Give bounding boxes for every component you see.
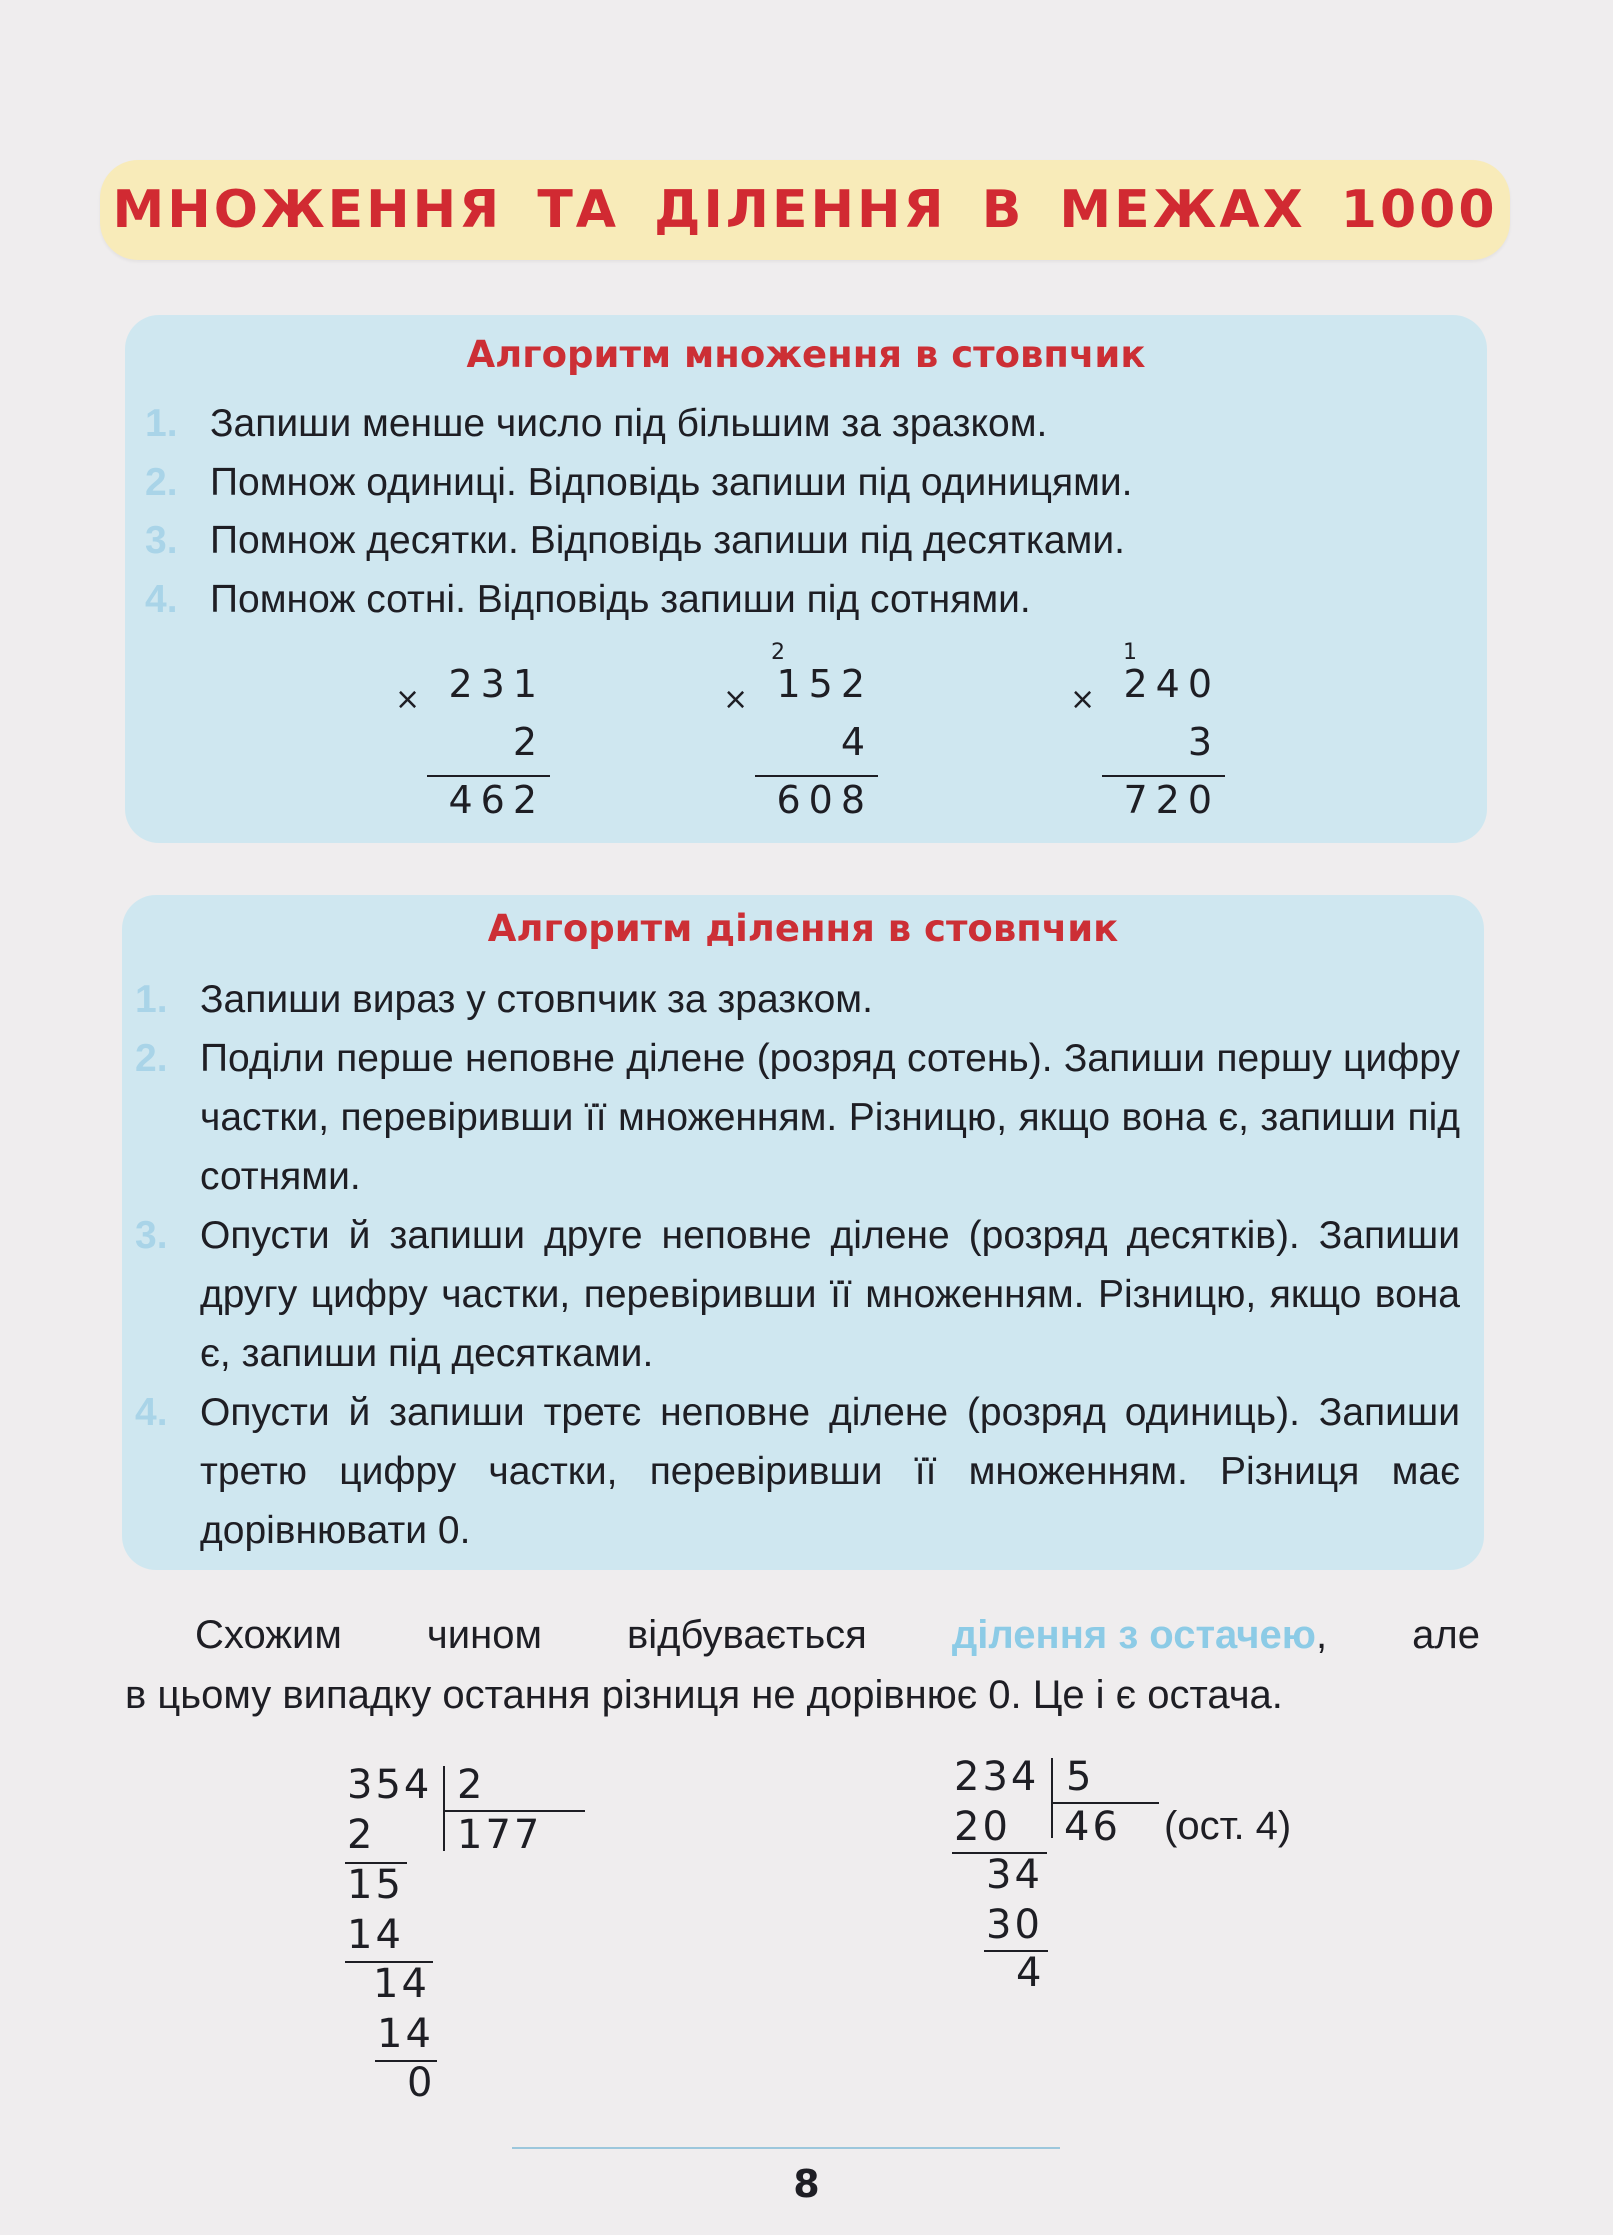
page-title: МНОЖЕННЯ ТА ДІЛЕННЯ В МЕЖАХ 1000	[112, 180, 1498, 240]
second-factor: 3	[1187, 720, 1212, 764]
division-row: 34	[986, 1852, 1043, 1898]
multiply-sign: ×	[395, 682, 421, 717]
step-text: Запиши менше число під більшим за зразком.	[210, 402, 1048, 445]
list-item	[145, 512, 1465, 571]
division-row: 14	[377, 2011, 434, 2057]
footer-divider	[512, 2147, 1060, 2149]
division-row: 15	[347, 1862, 404, 1908]
division-heading: Алгоритм ділення в стовпчик	[487, 907, 1119, 950]
division-algorithm-panel	[122, 895, 1484, 1570]
quotient: 46	[1064, 1804, 1121, 1850]
dividend: 234	[954, 1754, 1040, 1800]
result-line	[427, 775, 550, 777]
step-text: Помнож десятки. Відповідь запиши під десятками.	[210, 519, 1125, 562]
step-text: Запиши вираз у стовпчик за зразком.	[200, 978, 873, 1021]
divisor: 5	[1066, 1754, 1095, 1800]
multiply-sign: ×	[723, 682, 749, 717]
division-example-2	[952, 1752, 1322, 2012]
division-row: 4	[1016, 1950, 1045, 1996]
step-number: 1.	[135, 978, 168, 1021]
multiplication-steps	[145, 395, 1465, 629]
list-item	[135, 1383, 1460, 1560]
step-number: 4.	[145, 577, 178, 621]
result-line	[755, 775, 878, 777]
product: 720	[1123, 778, 1220, 822]
paragraph-line-2: в цьому випадку остання різниця не дорівнює 0. Це і є остача.	[125, 1673, 1283, 1717]
product: 462	[448, 778, 545, 822]
division-row: 20	[954, 1804, 1011, 1850]
paragraph-line-1	[125, 1605, 1480, 1665]
step-number: 3.	[145, 519, 178, 562]
word: відбувається	[627, 1613, 867, 1657]
division-vertical-line	[1051, 1758, 1053, 1838]
division-row: 30	[986, 1902, 1043, 1948]
second-factor: 4	[840, 720, 865, 764]
division-steps	[135, 970, 1460, 1560]
quotient: 177	[457, 1812, 543, 1858]
multiplication-heading: Алгоритм множення в стовпчик	[466, 333, 1146, 376]
multiplication-example-1	[395, 640, 545, 830]
remainder-paragraph	[125, 1605, 1480, 1725]
result-line	[1102, 775, 1225, 777]
list-item	[145, 454, 1465, 513]
first-factor: 152	[776, 662, 873, 706]
step-number: 2.	[145, 460, 178, 504]
division-example-1	[345, 1760, 605, 2120]
list-item	[135, 1029, 1460, 1206]
step-number: 2.	[135, 1037, 168, 1080]
division-row: 2	[347, 1812, 376, 1858]
carry-digit: 2	[771, 640, 785, 665]
first-factor: 240	[1123, 662, 1220, 706]
multiply-sign: ×	[1070, 682, 1096, 717]
word: чином	[426, 1613, 542, 1657]
division-vertical-line	[443, 1766, 445, 1851]
first-factor: 231	[448, 662, 545, 706]
list-item	[145, 395, 1465, 454]
product: 608	[776, 778, 873, 822]
comma: ,	[1315, 1613, 1328, 1657]
step-text: Помнож сотні. Відповідь запиши під сотнями.	[210, 577, 1031, 621]
page-number: 8	[793, 2162, 820, 2206]
step-number: 4.	[135, 1391, 168, 1434]
list-item	[135, 970, 1460, 1029]
division-row: 14	[373, 1961, 430, 2007]
dividend: 354	[347, 1762, 433, 1808]
step-text: Помнож одиниці. Відповідь запиши під одиницями.	[210, 460, 1133, 504]
multiplication-example-2	[723, 640, 873, 830]
multiplication-example-3	[1070, 640, 1220, 830]
list-item	[135, 1206, 1460, 1383]
step-number: 1.	[145, 402, 178, 445]
word: але	[1412, 1613, 1480, 1657]
list-item	[145, 571, 1465, 630]
division-row: 0	[407, 2060, 436, 2106]
step-text: Опусти й запиши третє неповне ділене (розряд одиниць). Запиши третю цифру частки, перевіривши її множенням. Різниця має дорівнювати 0.	[200, 1391, 1460, 1552]
step-text: Поділи перше неповне ділене (розряд сотень). Запиши першу цифру частки, перевіривши її множенням. Різницю, якщо вона є, запиши під сотнями.	[200, 1037, 1460, 1198]
remainder-note: (ост. 4)	[1164, 1804, 1292, 1848]
second-factor: 2	[512, 720, 537, 764]
page-title-banner	[100, 160, 1510, 260]
carry-digit: 1	[1123, 640, 1137, 665]
step-text: Опусти й запиши друге неповне ділене (розряд десятків). Запиши другу цифру частки, перевіривши її множенням. Різницю, якщо вона є, запиши під десятками.	[200, 1214, 1460, 1375]
step-number: 3.	[135, 1214, 168, 1257]
divisor: 2	[457, 1762, 486, 1808]
word: Схожим	[195, 1613, 342, 1657]
division-with-remainder-term: ділення з остачею	[951, 1613, 1316, 1657]
division-row: 14	[347, 1912, 404, 1958]
